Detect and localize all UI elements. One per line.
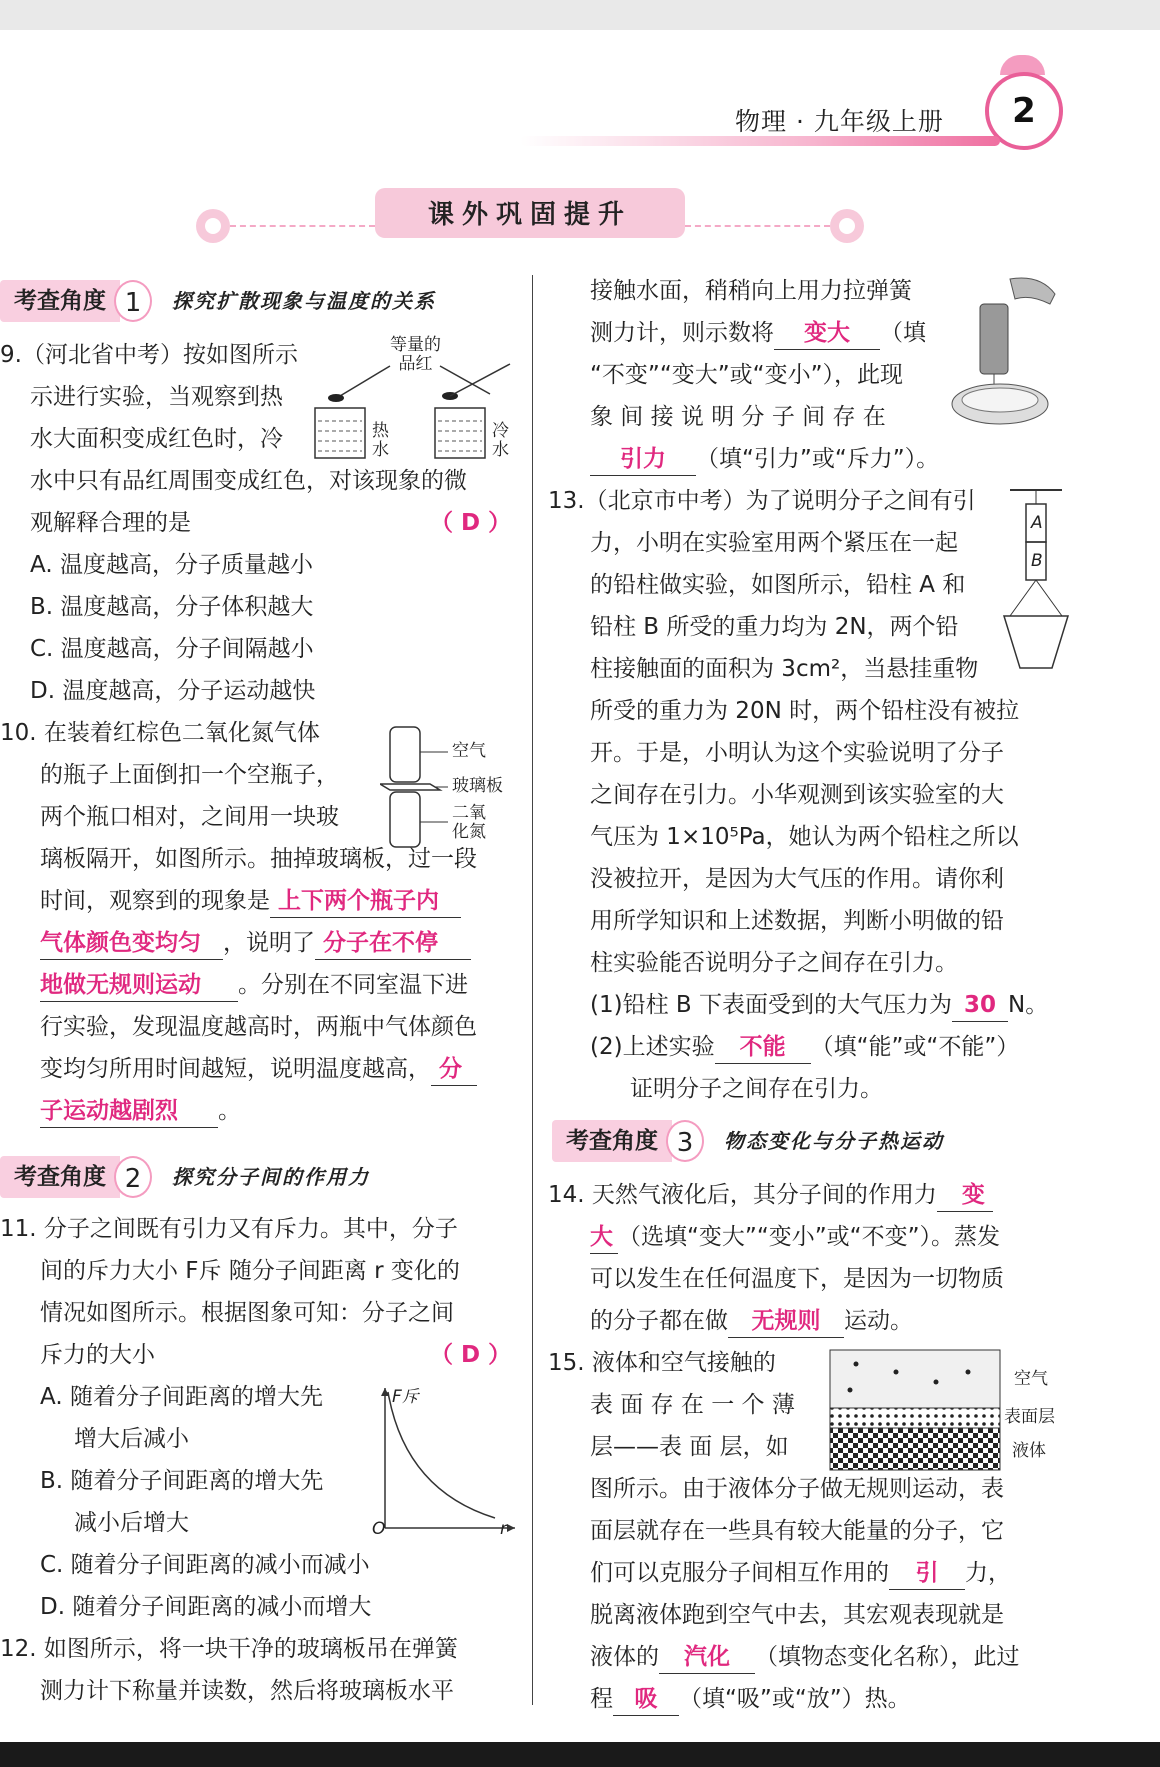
q11-x-label: r — [500, 1519, 507, 1539]
q13-line: 用所学知识和上述数据，判断小明做的铅 — [590, 908, 1004, 934]
q15-text: 们可以克服分子间相互作用的 — [590, 1560, 889, 1586]
page-number: 2 — [985, 72, 1063, 150]
q11-origin-label: O — [372, 1519, 386, 1539]
q10-text: ，说明了 — [223, 930, 315, 956]
q14-line — [548, 1300, 1068, 1342]
section-topic: 探究扩散现象与温度的关系 — [172, 289, 436, 313]
column-divider — [532, 275, 533, 1705]
q13-label-a: A — [1031, 513, 1043, 533]
q10-answer-1-cont: 气体颜色变均匀 — [40, 927, 223, 960]
section-topic: 探究分子间的作用力 — [172, 1165, 370, 1189]
q15-text: 力， — [965, 1560, 1011, 1586]
q10-text: 变均匀所用时间越短，说明温度越高， — [40, 1056, 431, 1082]
q15-line — [548, 1636, 1068, 1678]
q13-line: 之间存在引力。小华观测到该实验室的大 — [590, 782, 1004, 808]
section-heading-1 — [0, 280, 436, 322]
q12-answer-2: 引力 — [590, 443, 696, 476]
header-underline — [520, 136, 1000, 146]
section-heading-2 — [0, 1156, 370, 1198]
section-tag: 考查角度 — [552, 1120, 672, 1162]
section-number: 2 — [114, 1156, 152, 1198]
q10-answer-2: 分子在不停 — [315, 927, 471, 960]
q10-line — [0, 922, 520, 964]
q15-line: 脱离液体跑到空气中去，其宏观表现就是 — [590, 1602, 1004, 1628]
q14-answer-1: 变 — [937, 1179, 993, 1212]
q13-text: (2)上述实验 — [590, 1034, 715, 1060]
q15-answer-3: 吸 — [613, 1683, 679, 1716]
q10-answer-2-cont: 地做无规则运动 — [40, 969, 238, 1002]
q9-line: 9.（河北省中考）按如图所示 — [0, 342, 298, 368]
q10-text: 。分别在不同室温下进 — [238, 972, 468, 998]
q11-option-d: D. 随着分子间距离的减小而增大 — [40, 1594, 372, 1620]
banner-circle-right — [830, 209, 864, 243]
bottom-bar — [0, 1742, 1160, 1767]
q14-line — [548, 1216, 1068, 1258]
q11-option-c: C. 随着分子间距离的减小而减小 — [40, 1552, 370, 1578]
q13-line: 力，小明在实验室用两个紧压在一起 — [590, 530, 958, 556]
q10-air-label: 空气 — [452, 741, 486, 761]
q15-surface-label: 表面层 — [1004, 1407, 1055, 1427]
q10-text: 。 — [218, 1098, 241, 1124]
q13-line: 没被拉开，是因为大气压的作用。请你利 — [590, 866, 1004, 892]
q15-liquid-label: 液体 — [1012, 1441, 1046, 1461]
q11-text: 斥力的大小 — [40, 1342, 155, 1368]
q14-text: 运动。 — [844, 1308, 913, 1334]
q9-text: 观解释合理的是 — [30, 510, 191, 536]
q10-line: 璃板隔开，如图所示。抽掉玻璃板，过一段 — [40, 846, 477, 872]
section-tag: 考查角度 — [0, 1156, 120, 1198]
q13-text: （填“能”或“不能”） — [810, 1034, 1020, 1060]
q10-line: 的瓶子上面倒扣一个空瓶子， — [40, 762, 339, 788]
q15-text: （填“吸”或“放”）热。 — [679, 1686, 911, 1712]
q15-line: 15. 液体和空气接触的 — [548, 1350, 776, 1376]
q15-air-label: 空气 — [1014, 1369, 1048, 1389]
q13-sub-2 — [548, 1026, 1068, 1068]
q14-line — [548, 1174, 1068, 1216]
top-bar — [0, 0, 1160, 30]
q14-answer-1-cont: 大 — [590, 1221, 618, 1254]
q10-line: 两个瓶口相对，之间用一块玻 — [40, 804, 339, 830]
q15-line: 层——表 面 层，如 — [590, 1434, 789, 1460]
q14-text: 的分子都在做 — [590, 1308, 728, 1334]
q12-line: 测力计下称量并读数，然后将玻璃板水平 — [40, 1678, 454, 1704]
q15-text: 液体的 — [590, 1644, 659, 1670]
q10-answer-3: 分 — [431, 1053, 477, 1086]
q10-line: 行实验，发现温度越高时，两瓶中气体颜色 — [40, 1014, 477, 1040]
q13-line: 的铅柱做实验，如图所示，铅柱 A 和 — [590, 572, 966, 598]
q9-line: 水中只有品红周围变成红色，对该现象的微 — [30, 468, 467, 494]
q10-figure — [380, 722, 520, 852]
q9-answer: （ D ） — [430, 510, 512, 536]
q10-glass-label: 玻璃板 — [452, 776, 503, 796]
q13-line: 铅柱 B 所受的重力均为 2N，两个铅 — [590, 614, 959, 640]
q13-text: N。 — [1007, 992, 1049, 1018]
banner-dash-left — [230, 225, 375, 227]
banner-circle-left — [196, 209, 230, 243]
q12-line: “不变”“变大”或“变小”），此现 — [590, 362, 903, 388]
q11-line: 间的斥力大小 F斥 随分子间距离 r 变化的 — [40, 1258, 460, 1284]
q10-answer-1: 上下两个瓶子内 — [270, 885, 461, 918]
q9-dye-label: 等量的 品红 — [390, 335, 441, 374]
q15-text: 程 — [590, 1686, 613, 1712]
q10-answer-3-cont: 子运动越剧烈 — [40, 1095, 218, 1128]
q15-answer-2: 汽化 — [659, 1641, 755, 1674]
q15-answer-1: 引 — [889, 1557, 965, 1590]
q9-line: 示进行实验，当观察到热 — [30, 384, 283, 410]
section-tag: 考查角度 — [0, 280, 120, 322]
header-title: 物理 · 九年级上册 — [735, 107, 944, 136]
q13-sub-1 — [548, 984, 1068, 1026]
q12-text: 测力计，则示数将 — [590, 320, 774, 346]
section-number: 1 — [114, 280, 152, 322]
q9-line: 水大面积变成红色时，冷 — [30, 426, 283, 452]
section-topic: 物态变化与分子热运动 — [724, 1129, 944, 1153]
q11-line — [0, 1334, 520, 1376]
q14-text: （选填“变大”“变小”或“不变”）。蒸发 — [618, 1224, 1000, 1250]
q11-y-label: F斥 — [392, 1387, 419, 1407]
q13-line: 柱实验能否说明分子之间存在引力。 — [590, 950, 958, 976]
q11-graph — [370, 1380, 520, 1540]
q12-line: 象 间 接 说 明 分 子 间 存 在 — [590, 404, 886, 430]
q9-option-a: A. 温度越高，分子质量越小 — [30, 552, 313, 578]
q10-line: 10. 在装着红棕色二氧化氮气体 — [0, 720, 320, 746]
q13-label-b: B — [1031, 551, 1043, 571]
q9-hot-label: 热 水 — [372, 421, 389, 460]
q15-text: （填物态变化名称），此过 — [755, 1644, 1020, 1670]
q15-line: 图所示。由于液体分子做无规则运动，表 — [590, 1476, 1004, 1502]
q10-line — [0, 1090, 520, 1132]
q12-spring-scale-illustration — [950, 274, 1060, 434]
q12-figure — [950, 274, 1060, 434]
q11-line: 情况如图所示。根据图象可知：分子之间 — [40, 1300, 454, 1326]
section-heading-3 — [552, 1120, 944, 1162]
q9-figure — [310, 336, 520, 466]
q11-line: 11. 分子之间既有引力又有斥力。其中，分子 — [0, 1216, 458, 1242]
q11-option-a: A. 随着分子间距离的增大先 — [40, 1384, 323, 1410]
q15-line: 表 面 存 在 一 个 薄 — [590, 1392, 795, 1418]
banner-dash-right — [685, 225, 830, 227]
q9-option-b: B. 温度越高，分子体积越大 — [30, 594, 314, 620]
q14-answer-2: 无规则 — [728, 1305, 844, 1338]
q10-line — [0, 880, 520, 922]
q11-answer: （ D ） — [430, 1342, 512, 1368]
q13-text: (1)铅柱 B 下表面受到的大气压力为 — [590, 992, 952, 1018]
q15-line — [548, 1678, 1068, 1720]
q10-no2-label: 二氧 化氮 — [452, 803, 486, 842]
q13-figure — [1000, 486, 1070, 676]
section-number: 3 — [666, 1120, 704, 1162]
q11-option-b-cont: 减小后增大 — [74, 1510, 189, 1536]
q11-option-b: B. 随着分子间距离的增大先 — [40, 1468, 324, 1494]
q9-line — [0, 502, 520, 544]
section-banner — [375, 188, 685, 238]
q15-line — [548, 1552, 1068, 1594]
q10-text: 时间，观察到的现象是 — [40, 888, 270, 914]
q12-line: 12. 如图所示，将一块干净的玻璃板吊在弹簧 — [0, 1636, 458, 1662]
q9-option-d: D. 温度越高，分子运动越快 — [30, 678, 316, 704]
banner-text: 课外巩固提升 — [427, 200, 632, 230]
q13-answer-1: 30 — [952, 989, 1008, 1022]
q13-sub-2-cont: 证明分子之间存在引力。 — [630, 1076, 883, 1102]
q12-line: 接触水面，稍稍向上用力拉弹簧 — [590, 278, 912, 304]
q13-line: 13.（北京市中考）为了说明分子之间有引 — [548, 488, 976, 514]
q12-text: （填 — [880, 320, 926, 346]
q13-line: 所受的重力为 20N 时，两个铅柱没有被拉 — [590, 698, 1020, 724]
q15-line: 面层就存在一些具有较大能量的分子，它 — [590, 1518, 1004, 1544]
q13-line: 气压为 1×10⁵Pa，她认为两个铅柱之所以 — [590, 824, 1019, 850]
q14-text: 14. 天然气液化后，其分子间的作用力 — [548, 1182, 937, 1208]
q11-option-a-cont: 增大后减小 — [74, 1426, 189, 1452]
q15-figure — [828, 1348, 1068, 1473]
q13-line: 开。于是，小明认为这个实验说明了分子 — [590, 740, 1004, 766]
q13-answer-2: 不能 — [715, 1031, 811, 1064]
q12-answer-1: 变大 — [774, 317, 880, 350]
q10-line — [0, 964, 520, 1006]
q13-line: 柱接触面的面积为 3cm²，当悬挂重物 — [590, 656, 979, 682]
q10-line — [0, 1048, 520, 1090]
q12-line — [548, 438, 1068, 480]
q14-line: 可以发生在任何温度下，是因为一切物质 — [590, 1266, 1004, 1292]
q9-cold-label: 冷 水 — [492, 421, 509, 460]
q12-text: （填“引力”或“斥力”）。 — [696, 446, 940, 472]
q9-option-c: C. 温度越高，分子间隔越小 — [30, 636, 314, 662]
